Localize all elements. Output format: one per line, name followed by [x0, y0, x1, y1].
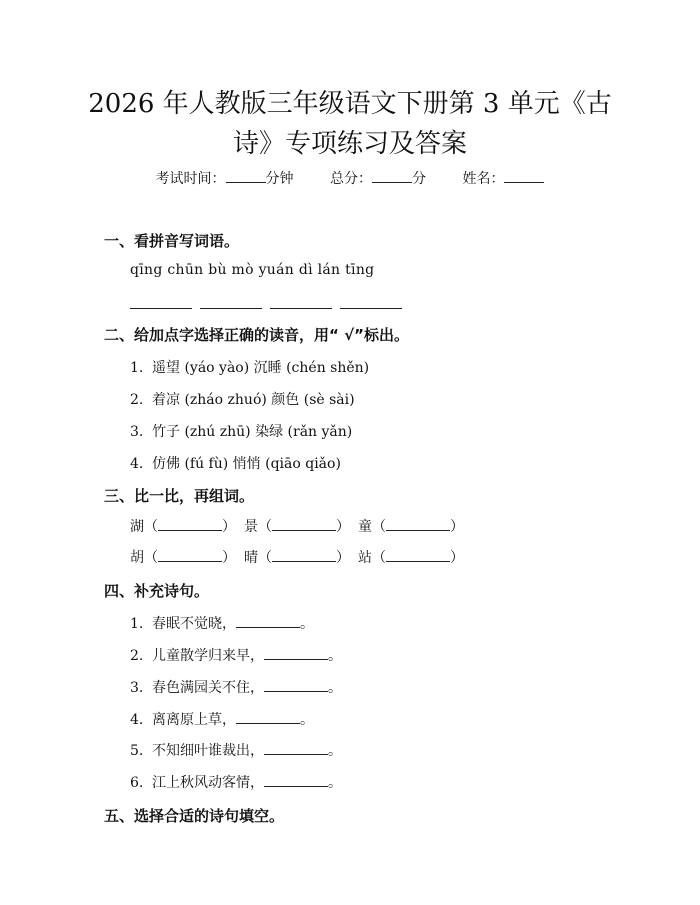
list-item	[130, 389, 355, 409]
section-3-heading: 三、比一比，再组词。	[104, 487, 255, 505]
section-4-heading: 四、补充诗句。	[104, 582, 210, 600]
answer-blank[interactable]	[158, 518, 222, 531]
item-number: 3.	[130, 680, 144, 696]
item-number: 4.	[130, 712, 144, 728]
total-score-blank[interactable]	[372, 170, 412, 183]
character: 胡	[130, 550, 144, 566]
word-pair	[244, 516, 350, 536]
item-text: 离离原上草，	[152, 712, 236, 728]
item-number: 1.	[130, 616, 144, 632]
answer-blank[interactable]	[158, 549, 222, 562]
title-line-1: 2026 年人教版三年级语文下册第 3 单元《古	[88, 89, 612, 119]
student-name	[462, 171, 544, 187]
total-score-unit: 分	[412, 171, 426, 187]
word-pair	[358, 516, 464, 536]
list-item	[130, 613, 314, 633]
item-number: 3.	[130, 424, 144, 440]
open-paren: （	[258, 550, 272, 566]
list-item	[130, 357, 369, 377]
item-text: 春色满园关不住，	[152, 680, 264, 696]
answer-blank[interactable]	[264, 742, 328, 755]
item-number: 2.	[130, 392, 144, 408]
item-text: 春眠不觉晓，	[152, 616, 236, 632]
item-text: 着凉 (zháo zhuó) 颜色 (sè sài)	[152, 392, 355, 408]
list-item	[130, 421, 352, 441]
list-item	[130, 772, 342, 792]
section-5-heading: 五、选择合适的诗句填空。	[104, 807, 285, 825]
exam-time-label: 考试时间：	[155, 171, 226, 187]
open-paren: （	[258, 519, 272, 535]
total-score	[330, 171, 430, 187]
item-text: 仿佛 (fú fù) 悄悄 (qiāo qiǎo)	[152, 456, 341, 472]
word-pair	[358, 547, 464, 567]
answer-blank[interactable]	[272, 518, 336, 531]
answer-blank[interactable]	[264, 774, 328, 787]
answer-blank[interactable]	[270, 298, 332, 309]
item-number: 6.	[130, 775, 144, 791]
pinyin-line: qīng chūn bù mò yuán dì lán tīng	[130, 262, 375, 278]
close-paren: ）	[222, 519, 236, 535]
item-end: 。	[328, 743, 342, 759]
list-item	[130, 740, 342, 760]
answer-blank[interactable]	[264, 679, 328, 692]
section-1-heading: 一、看拼音写词语。	[104, 232, 240, 250]
list-item	[130, 709, 314, 729]
open-paren: （	[372, 519, 386, 535]
item-end: 。	[328, 680, 342, 696]
character: 晴	[244, 550, 258, 566]
answer-blank[interactable]	[236, 711, 300, 724]
word-pair	[130, 516, 236, 536]
item-number: 2.	[130, 648, 144, 664]
item-number: 4.	[130, 456, 144, 472]
answer-blank[interactable]	[200, 298, 262, 309]
item-text: 遥望 (yáo yào) 沉睡 (chén shěn)	[152, 360, 370, 376]
item-end: 。	[328, 775, 342, 791]
answer-blank[interactable]	[264, 647, 328, 660]
item-number: 1.	[130, 360, 144, 376]
list-item	[130, 453, 341, 473]
section-2-heading: 二、给加点字选择正确的读音，用“ √”标出。	[104, 326, 409, 344]
item-text: 竹子 (zhú zhū) 染绿 (rǎn yǎn)	[152, 424, 353, 440]
close-paren: ）	[336, 550, 350, 566]
word-pair	[244, 547, 350, 567]
close-paren: ）	[336, 519, 350, 535]
character: 站	[358, 550, 372, 566]
total-score-label: 总分：	[330, 171, 372, 187]
item-text: 儿童散学归来早，	[152, 648, 264, 664]
item-end: 。	[300, 712, 314, 728]
item-text: 江上秋风动客情，	[152, 775, 264, 791]
answer-blank[interactable]	[236, 615, 300, 628]
list-item	[130, 645, 342, 665]
character: 童	[358, 519, 372, 535]
title-line-2: 诗》专项练习及答案	[232, 129, 467, 159]
answer-blank[interactable]	[130, 298, 192, 309]
close-paren: ）	[450, 519, 464, 535]
open-paren: （	[144, 519, 158, 535]
list-item	[130, 677, 342, 697]
open-paren: （	[144, 550, 158, 566]
character: 景	[244, 519, 258, 535]
exam-time-unit: 分钟	[265, 171, 294, 187]
compare-row-1	[130, 516, 472, 536]
word-pair	[130, 547, 236, 567]
open-paren: （	[372, 550, 386, 566]
pinyin-answer-blanks	[130, 298, 402, 309]
close-paren: ）	[450, 550, 464, 566]
exam-time	[156, 171, 298, 187]
item-end: 。	[328, 648, 342, 664]
student-name-label: 姓名：	[462, 171, 505, 187]
compare-row-2	[130, 547, 472, 567]
item-text: 不知细叶谁裁出，	[152, 743, 264, 759]
close-paren: ）	[222, 550, 236, 566]
item-end: 。	[300, 616, 314, 632]
answer-blank[interactable]	[272, 549, 336, 562]
answer-blank[interactable]	[386, 549, 450, 562]
exam-meta	[0, 168, 700, 188]
student-name-blank[interactable]	[504, 170, 544, 183]
item-number: 5.	[130, 743, 144, 759]
character: 湖	[130, 519, 144, 535]
page-title	[70, 84, 630, 164]
answer-blank[interactable]	[340, 298, 402, 309]
exam-time-blank[interactable]	[226, 170, 266, 183]
answer-blank[interactable]	[386, 518, 450, 531]
